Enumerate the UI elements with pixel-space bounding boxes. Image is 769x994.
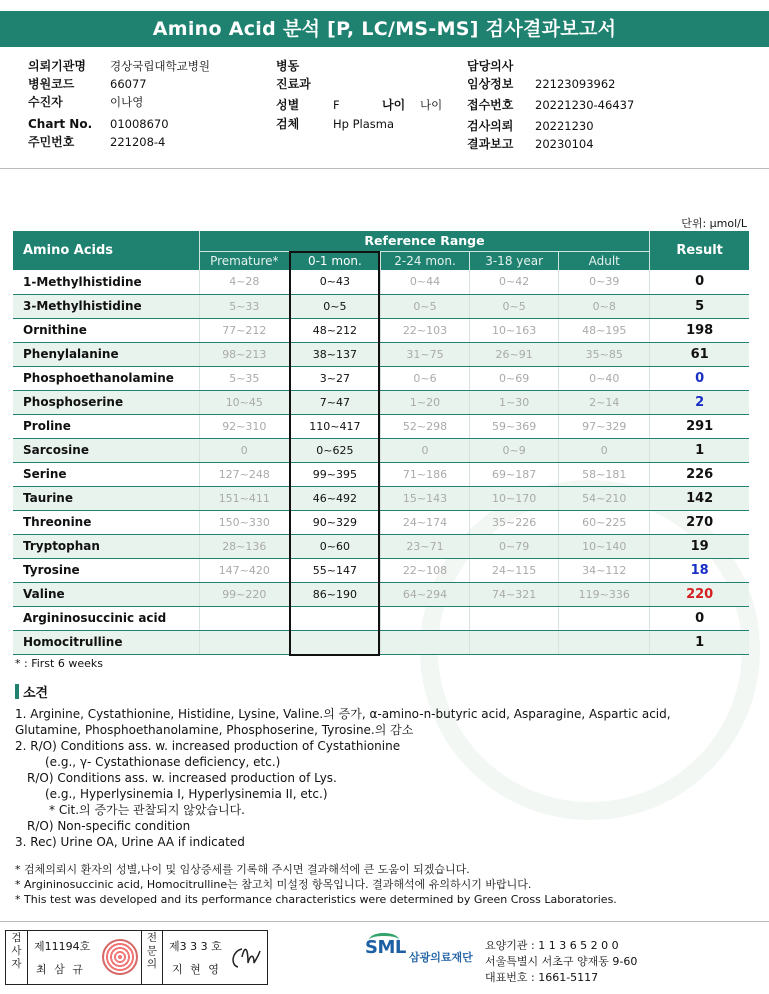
reference-range: 22~108 bbox=[380, 558, 469, 582]
reference-range: 0~60 bbox=[289, 534, 380, 558]
reference-range: 99~220 bbox=[199, 582, 289, 606]
tester-label: 검 사 자 bbox=[11, 932, 22, 970]
signature-box bbox=[5, 930, 268, 985]
field-label: 결과보고 bbox=[467, 137, 514, 151]
reference-range: 26~91 bbox=[470, 342, 559, 366]
result-value: 61 bbox=[650, 342, 749, 366]
reference-range bbox=[559, 606, 650, 630]
result-value: 291 bbox=[650, 414, 749, 438]
amino-acid-name: Argininosuccinic acid bbox=[13, 606, 199, 630]
reference-range: 5~35 bbox=[199, 366, 289, 390]
interpretation-line: 2. R/O) Conditions ass. w. increased production of Cystathionine bbox=[15, 739, 401, 753]
reference-range bbox=[380, 606, 469, 630]
reference-range: 24~174 bbox=[380, 510, 469, 534]
amino-acid-name: Sarcosine bbox=[13, 438, 199, 462]
specialist-label: 전 문 의 bbox=[146, 932, 158, 970]
field-value: 221208-4 bbox=[110, 135, 166, 149]
reference-range: 31~75 bbox=[380, 342, 469, 366]
interpretation-line: R/O) Conditions ass. w. increased production of Lys. bbox=[27, 771, 337, 785]
field-label: Chart No. bbox=[28, 117, 93, 131]
section-bar-icon bbox=[15, 684, 19, 699]
field-label: 검체 bbox=[276, 117, 300, 131]
table-row bbox=[13, 462, 749, 486]
result-value: 1 bbox=[650, 438, 749, 462]
reference-range: 0~39 bbox=[559, 270, 650, 294]
field-value: 20230104 bbox=[535, 137, 594, 151]
table-row bbox=[13, 486, 749, 510]
signature-label-tester bbox=[6, 931, 28, 984]
interpretation-line: R/O) Non-specific condition bbox=[27, 819, 191, 833]
note-line: * This test was developed and its performance characteristics were determined by Green Cross Laboratories. bbox=[15, 893, 617, 906]
reference-range: 7~47 bbox=[289, 390, 380, 414]
interpretation-line: (e.g., γ- Cystathionase deficiency, etc.) bbox=[45, 755, 281, 769]
amino-acid-name: Tryptophan bbox=[13, 534, 199, 558]
field-value: 22123093962 bbox=[535, 77, 616, 91]
amino-acid-name: Proline bbox=[13, 414, 199, 438]
interpretation-title-text: 소견 bbox=[23, 686, 49, 701]
field-label: 병원코드 bbox=[28, 77, 75, 91]
note-line: * 검체의뢰시 환자의 성별,나이 및 임상증세를 기록해 주시면 결과해석에 큰 도움이 되겠습니다. bbox=[15, 863, 470, 876]
result-value: 18 bbox=[650, 558, 749, 582]
amino-acid-name: Tyrosine bbox=[13, 558, 199, 582]
reference-range: 92~310 bbox=[199, 414, 289, 438]
reference-range: 77~212 bbox=[199, 318, 289, 342]
reference-range: 99~395 bbox=[289, 462, 380, 486]
reference-range: 97~329 bbox=[559, 414, 650, 438]
amino-acid-name: Homocitrulline bbox=[13, 630, 199, 654]
interpretation-text bbox=[15, 706, 755, 850]
specialist-license: 제3 3 3 호 bbox=[169, 940, 222, 953]
table-footnote: * : First 6 weeks bbox=[15, 657, 103, 670]
field-value: 20221230-46437 bbox=[535, 98, 635, 112]
reference-range: 0~8 bbox=[559, 294, 650, 318]
divider bbox=[0, 921, 769, 922]
result-value: 2 bbox=[650, 390, 749, 414]
table-row bbox=[13, 414, 749, 438]
reference-range: 0~5 bbox=[380, 294, 469, 318]
reference-range: 10~163 bbox=[470, 318, 559, 342]
reference-range: 0~42 bbox=[470, 270, 559, 294]
reference-range bbox=[289, 606, 380, 630]
reference-range: 98~213 bbox=[199, 342, 289, 366]
reference-range: 119~336 bbox=[559, 582, 650, 606]
result-value: 0 bbox=[650, 270, 749, 294]
table-row bbox=[13, 438, 749, 462]
result-value: 1 bbox=[650, 630, 749, 654]
table-row bbox=[13, 558, 749, 582]
amino-acid-name: Phenylalanine bbox=[13, 342, 199, 366]
reference-range: 4~28 bbox=[199, 270, 289, 294]
org-phone: 대표번호 : 1661-5117 bbox=[485, 971, 599, 984]
field-label: 병동 bbox=[276, 59, 300, 73]
sub-header: Adult bbox=[559, 251, 650, 270]
reference-range: 48~212 bbox=[289, 318, 380, 342]
reference-range: 1~30 bbox=[470, 390, 559, 414]
col-header-amino-acids: Amino Acids bbox=[13, 231, 199, 270]
reference-range: 10~140 bbox=[559, 534, 650, 558]
field-label: 나이 bbox=[382, 98, 406, 112]
field-label: 검사의뢰 bbox=[467, 119, 514, 133]
sub-header: 3-18 year bbox=[470, 251, 559, 270]
reference-range: 127~248 bbox=[199, 462, 289, 486]
reference-range: 54~210 bbox=[559, 486, 650, 510]
reference-range: 69~187 bbox=[470, 462, 559, 486]
table-row bbox=[13, 630, 749, 654]
col-header-result: Result bbox=[650, 231, 749, 270]
reference-range: 58~181 bbox=[559, 462, 650, 486]
amino-acid-name: Serine bbox=[13, 462, 199, 486]
reference-range: 23~71 bbox=[380, 534, 469, 558]
reference-range bbox=[470, 606, 559, 630]
result-value: 220 bbox=[650, 582, 749, 606]
seal-stamp-icon bbox=[102, 939, 138, 975]
field-value: 20221230 bbox=[535, 119, 594, 133]
tester-license: 제11194호 bbox=[34, 940, 91, 953]
reference-range: 74~321 bbox=[470, 582, 559, 606]
tester-name: 최 삼 규 bbox=[36, 963, 85, 976]
table-row bbox=[13, 270, 749, 294]
specialist-name: 지 현 영 bbox=[172, 963, 221, 976]
org-address: 서울특별시 서초구 양재동 9-60 bbox=[485, 955, 638, 968]
results-table bbox=[13, 231, 749, 655]
sub-header: 2-24 mon. bbox=[380, 251, 469, 270]
result-value: 5 bbox=[650, 294, 749, 318]
interpretation-line: (e.g., Hyperlysinemia I, Hyperlysinemia II, etc.) bbox=[45, 787, 328, 801]
reference-range bbox=[470, 630, 559, 654]
organization-info bbox=[485, 938, 637, 986]
reference-range: 0 bbox=[380, 438, 469, 462]
reference-range: 48~195 bbox=[559, 318, 650, 342]
interpretation-title bbox=[15, 682, 48, 701]
amino-acid-name: Ornithine bbox=[13, 318, 199, 342]
reference-range: 86~190 bbox=[289, 582, 380, 606]
reference-range: 28~136 bbox=[199, 534, 289, 558]
field-label: 의뢰기관명 bbox=[28, 59, 86, 73]
reference-range: 55~147 bbox=[289, 558, 380, 582]
logo-name: 삼광의료재단 bbox=[409, 951, 473, 964]
reference-range: 0~5 bbox=[470, 294, 559, 318]
logo-arc-icon bbox=[369, 933, 399, 947]
field-label: 진료과 bbox=[276, 77, 311, 91]
reference-range: 46~492 bbox=[289, 486, 380, 510]
reference-range: 0~69 bbox=[470, 366, 559, 390]
result-value: 19 bbox=[650, 534, 749, 558]
table-row bbox=[13, 294, 749, 318]
reference-range: 22~103 bbox=[380, 318, 469, 342]
reference-range: 35~85 bbox=[559, 342, 650, 366]
reference-range: 5~33 bbox=[199, 294, 289, 318]
reference-range: 0~44 bbox=[380, 270, 469, 294]
reference-range: 64~294 bbox=[380, 582, 469, 606]
report-title: Amino Acid 분석 [P, LC/MS-MS] 검사결과보고서 bbox=[0, 11, 769, 47]
table-row bbox=[13, 342, 749, 366]
amino-acid-name: Threonine bbox=[13, 510, 199, 534]
org-code: 요양기관 : 1 1 3 6 5 2 0 0 bbox=[485, 939, 619, 952]
reference-range: 24~115 bbox=[470, 558, 559, 582]
amino-acid-name: Phosphoethanolamine bbox=[13, 366, 199, 390]
logo-mark: SML bbox=[365, 937, 406, 958]
interpretation-line: * Cit.의 증가는 관찰되지 않았습니다. bbox=[49, 803, 246, 817]
reference-range: 60~225 bbox=[559, 510, 650, 534]
amino-acid-name: 3-Methylhistidine bbox=[13, 294, 199, 318]
reference-range: 147~420 bbox=[199, 558, 289, 582]
field-label: 주민번호 bbox=[28, 135, 75, 149]
notes bbox=[15, 862, 617, 907]
result-value: 270 bbox=[650, 510, 749, 534]
reference-range: 10~45 bbox=[199, 390, 289, 414]
field-label: 수진자 bbox=[28, 95, 63, 109]
sub-header: 0-1 mon. bbox=[289, 251, 380, 270]
result-value: 0 bbox=[650, 606, 749, 630]
reference-range bbox=[380, 630, 469, 654]
result-value: 142 bbox=[650, 486, 749, 510]
field-value: 66077 bbox=[110, 77, 147, 91]
reference-range: 15~143 bbox=[380, 486, 469, 510]
reference-range bbox=[289, 630, 380, 654]
sub-header: Premature* bbox=[199, 251, 289, 270]
reference-range: 0~5 bbox=[289, 294, 380, 318]
interpretation-line: 1. Arginine, Cystathionine, Histidine, Lysine, Valine.의 증가, α-amino-n-butyric acid, Asparagine, Aspartic acid, bbox=[15, 707, 671, 721]
table-row bbox=[13, 510, 749, 534]
reference-range: 0~625 bbox=[289, 438, 380, 462]
interpretation-line: Glutamine, Phosphoethanolamine, Phosphoserine, Tyrosine.의 감소 bbox=[15, 723, 414, 737]
field-value: 나이 bbox=[420, 98, 443, 112]
table-row bbox=[13, 318, 749, 342]
field-value: 01008670 bbox=[110, 117, 169, 131]
reference-range: 0~79 bbox=[470, 534, 559, 558]
reference-range: 71~186 bbox=[380, 462, 469, 486]
note-line: * Argininosuccinic acid, Homocitrulline는 참고치 미설정 항목입니다. 결과해석에 유의하시기 바랍니다. bbox=[15, 878, 532, 891]
reference-range: 35~226 bbox=[470, 510, 559, 534]
reference-range: 0~9 bbox=[470, 438, 559, 462]
field-label: 접수번호 bbox=[467, 98, 514, 112]
result-value: 198 bbox=[650, 318, 749, 342]
reference-range: 0~6 bbox=[380, 366, 469, 390]
amino-acid-name: Taurine bbox=[13, 486, 199, 510]
reference-range bbox=[199, 606, 289, 630]
reference-range: 0~40 bbox=[559, 366, 650, 390]
table-row bbox=[13, 534, 749, 558]
amino-acid-name: Phosphoserine bbox=[13, 390, 199, 414]
divider bbox=[0, 168, 769, 169]
table-row bbox=[13, 390, 749, 414]
field-label: 성별 bbox=[276, 98, 300, 112]
amino-acid-name: 1-Methylhistidine bbox=[13, 270, 199, 294]
reference-range: 0 bbox=[199, 438, 289, 462]
reference-range: 59~369 bbox=[470, 414, 559, 438]
reference-range: 150~330 bbox=[199, 510, 289, 534]
reference-range: 151~411 bbox=[199, 486, 289, 510]
field-label: 임상정보 bbox=[467, 77, 514, 91]
reference-range: 90~329 bbox=[289, 510, 380, 534]
reference-range: 10~170 bbox=[470, 486, 559, 510]
amino-acid-name: Valine bbox=[13, 582, 199, 606]
reference-range: 1~20 bbox=[380, 390, 469, 414]
table-row bbox=[13, 606, 749, 630]
reference-range: 52~298 bbox=[380, 414, 469, 438]
field-value: Hp Plasma bbox=[333, 117, 395, 131]
field-value: F bbox=[333, 98, 340, 112]
reference-range: 2~14 bbox=[559, 390, 650, 414]
col-header-reference-range: Reference Range bbox=[199, 231, 650, 251]
unit-label: 단위: μmol/L bbox=[681, 217, 747, 230]
reference-range: 3~27 bbox=[289, 366, 380, 390]
result-value: 226 bbox=[650, 462, 749, 486]
signature-label-specialist bbox=[141, 931, 163, 984]
field-value: 경상국립대학교병원 bbox=[110, 59, 210, 73]
reference-range bbox=[199, 630, 289, 654]
reference-range: 0~43 bbox=[289, 270, 380, 294]
reference-range: 34~112 bbox=[559, 558, 650, 582]
reference-range bbox=[559, 630, 650, 654]
sml-logo bbox=[365, 937, 473, 964]
interpretation-line: 3. Rec) Urine OA, Urine AA if indicated bbox=[15, 835, 245, 849]
signature-icon bbox=[228, 937, 264, 977]
field-value: 이나영 bbox=[110, 95, 144, 109]
table-row bbox=[13, 366, 749, 390]
reference-range: 110~417 bbox=[289, 414, 380, 438]
result-value: 0 bbox=[650, 366, 749, 390]
reference-range: 38~137 bbox=[289, 342, 380, 366]
reference-range: 0 bbox=[559, 438, 650, 462]
table-row bbox=[13, 582, 749, 606]
field-label: 담당의사 bbox=[467, 59, 514, 73]
